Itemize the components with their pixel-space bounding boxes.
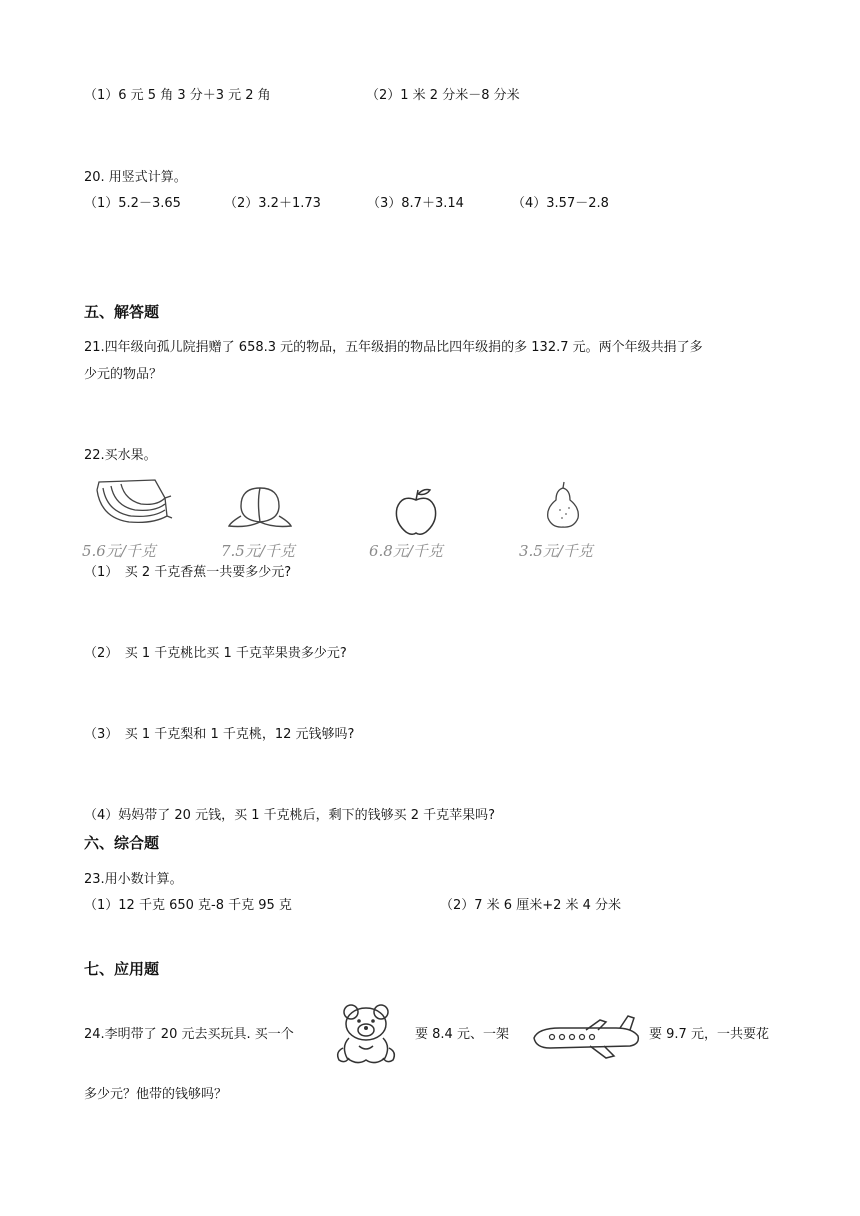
q20-item-3: （3）8.7＋3.14: [367, 196, 464, 211]
q21-line-1: 21.四年级向孤儿院捐赠了 658.3 元的物品，五年级捐的物品比四年级捐的多 132.7 元。两个年级共捐了多: [84, 340, 703, 355]
q22-sub-2: （2） 买 1 千克桃比买 1 千克苹果贵多少元?: [84, 646, 347, 661]
apple-price: 6.8元/千克: [369, 542, 443, 560]
q24-segment-1: 24.李明带了 20 元去买玩具. 买一个: [84, 1027, 294, 1042]
q20-title: 20. 用竖式计算。: [84, 170, 187, 185]
q20-item-1: （1）5.2－3.65: [84, 196, 181, 211]
q23-part2: （2）7 米 6 厘米+2 米 4 分米: [440, 898, 622, 913]
apple-icon: [392, 486, 440, 538]
q20-item-4: （4）3.57－2.8: [512, 196, 609, 211]
q24-line-2: 多少元？他带的钱够吗？: [84, 1087, 228, 1102]
pear-icon: [542, 480, 584, 530]
q24-segment-2: 要 8.4 元、一架: [415, 1027, 509, 1042]
q22-sub-3: （3） 买 1 千克梨和 1 千克桃，12 元钱够吗?: [84, 727, 355, 742]
section-6-heading: 六、综合题: [84, 834, 160, 852]
banana-icon: [93, 478, 173, 528]
airplane-icon: [530, 1014, 644, 1060]
q19-part1: （1）6 元 5 角 3 分＋3 元 2 角: [84, 88, 271, 103]
q24-segment-3: 要 9.7 元，一共要花: [649, 1027, 769, 1042]
peach-price: 7.5元/千克: [221, 542, 295, 560]
q22-sub-1: （1） 买 2 千克香蕉一共要多少元?: [84, 565, 292, 580]
q22-title: 22.买水果。: [84, 448, 157, 463]
peach-icon: [227, 482, 293, 530]
q20-item-2: （2）3.2＋1.73: [224, 196, 321, 211]
teddy-bear-icon: [333, 1002, 399, 1068]
banana-price: 5.6元/千克: [82, 542, 156, 560]
section-7-heading: 七、应用题: [84, 960, 160, 978]
q23-title: 23.用小数计算。: [84, 872, 183, 887]
pear-price: 3.5元/千克: [519, 542, 593, 560]
section-5-heading: 五、解答题: [84, 303, 160, 321]
q22-sub-4: （4）妈妈带了 20 元钱，买 1 千克桃后，剩下的钱够买 2 千克苹果吗?: [84, 808, 496, 823]
q19-part2: （2）1 米 2 分米－8 分米: [366, 88, 520, 103]
q21-line-2: 少元的物品？: [84, 367, 163, 382]
q23-part1: （1）12 千克 650 克-8 千克 95 克: [84, 898, 292, 913]
